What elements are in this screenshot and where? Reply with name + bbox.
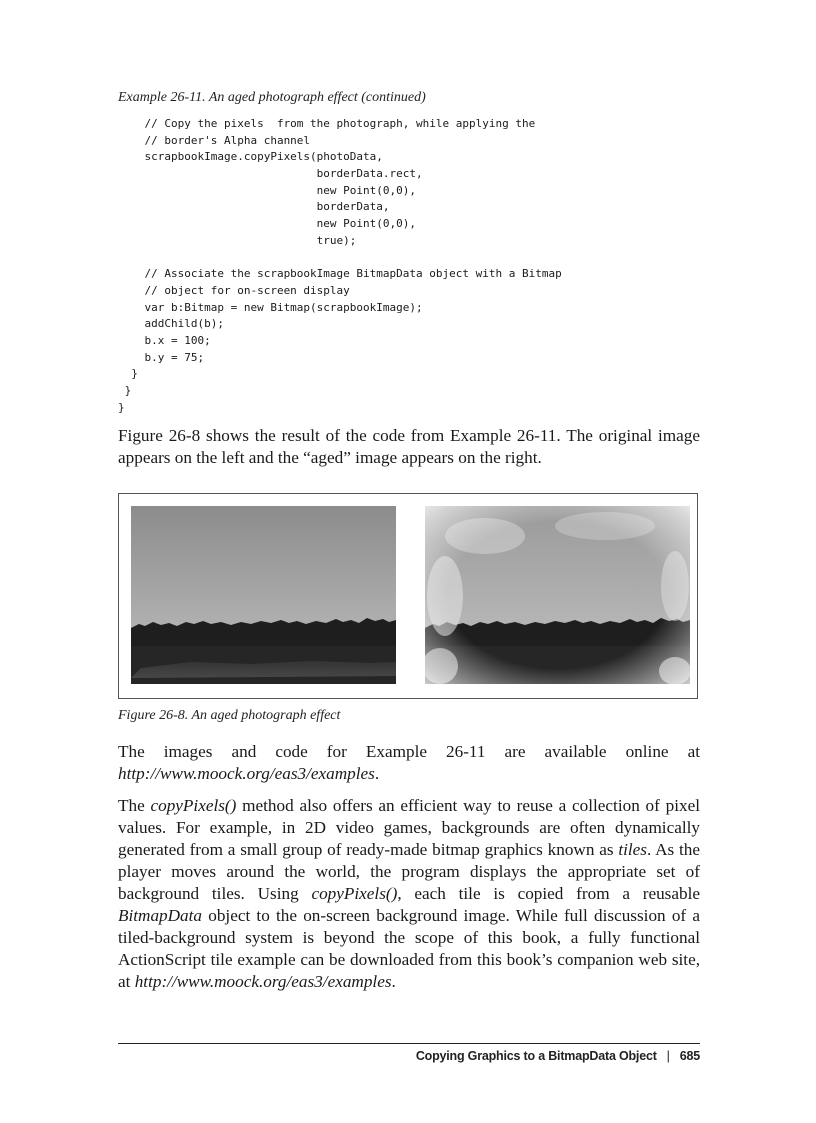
code-line: scrapbookImage.copyPixels(photoData, bbox=[118, 150, 383, 164]
code-line: // Copy the pixels from the photograph, while applying the bbox=[118, 117, 536, 130]
text-span: object to the on-screen background image. While full discussion of a tiled-background system is beyond the scope of this book, a fully functional ActionScript tile example can be downloaded from this book’s companion web site, at bbox=[118, 906, 700, 991]
example-title: Example 26-11. An aged photograph effect (continued) bbox=[118, 90, 426, 105]
method-name: copyPixels() bbox=[311, 884, 398, 903]
paragraph-text bbox=[118, 741, 700, 785]
paragraph-text-span: . bbox=[374, 764, 380, 783]
code-line: } bbox=[118, 367, 138, 381]
code-line: b.x = 100; bbox=[118, 333, 211, 347]
code-listing bbox=[118, 116, 562, 416]
text-span: . bbox=[391, 972, 396, 991]
paragraph-figure-intro bbox=[118, 425, 700, 469]
page-footer bbox=[118, 1049, 700, 1063]
code-line: new Point(0,0), bbox=[118, 183, 417, 197]
code-line bbox=[118, 250, 562, 267]
code-line: } bbox=[118, 384, 132, 397]
footer-rule bbox=[118, 1043, 700, 1044]
paragraph-copypixels bbox=[118, 795, 700, 993]
class-name: BitmapData bbox=[118, 906, 203, 925]
method-name: copyPixels() bbox=[150, 796, 237, 815]
text-span: . As the player moves around the world, the program displays the appropriate set of background tiles. Using bbox=[118, 840, 700, 903]
code-line: b.y = 75; bbox=[118, 350, 205, 364]
code-line: new Point(0,0), bbox=[118, 217, 417, 231]
code-line: } bbox=[118, 400, 125, 414]
code-line: borderData.rect, bbox=[118, 167, 423, 181]
paragraph-text bbox=[118, 795, 700, 993]
original-photo bbox=[131, 506, 396, 684]
figure-caption: Figure 26-8. An aged photograph effect bbox=[118, 708, 341, 723]
paragraph-availability bbox=[118, 741, 700, 785]
code-line: borderData, bbox=[118, 200, 390, 214]
examples-link[interactable]: http://www.moock.org/eas3/examples bbox=[118, 764, 375, 783]
text-span: method also offers an efficient way to reuse a collection of pixel values. For example, in 2D video games, backgrounds are often dynamically generated from a small group of ready-made bitmap graphics known as bbox=[118, 796, 700, 859]
text-span: , each tile is copied from a reusable bbox=[397, 884, 700, 903]
aged-photo bbox=[425, 506, 690, 684]
code-line: var b:Bitmap = new Bitmap(scrapbookImage); bbox=[118, 300, 423, 314]
page-number: 685 bbox=[679, 1049, 700, 1063]
code-line: // Associate the scrapbookImage BitmapData object with a Bitmap bbox=[118, 267, 562, 281]
code-line: // object for on-screen display bbox=[118, 283, 350, 297]
companion-site-link[interactable]: http://www.moock.org/eas3/examples bbox=[134, 972, 392, 991]
term-tiles: tiles bbox=[618, 840, 647, 859]
code-line: true); bbox=[118, 233, 357, 247]
code-line: // border's Alpha channel bbox=[118, 133, 311, 147]
paragraph-text: Figure 26-8 shows the result of the code from Example 26-11. The original image appears on the left and the “aged” image appears on the right. bbox=[118, 426, 700, 467]
paragraph-text-span: The images and code for Example 26-11 are available online at bbox=[118, 742, 700, 761]
footer-section-title: Copying Graphics to a BitmapData Object bbox=[415, 1049, 657, 1063]
footer-separator: | bbox=[666, 1049, 670, 1063]
text-span: The bbox=[118, 796, 151, 815]
code-line: addChild(b); bbox=[118, 317, 224, 331]
figure-26-8 bbox=[118, 493, 698, 699]
